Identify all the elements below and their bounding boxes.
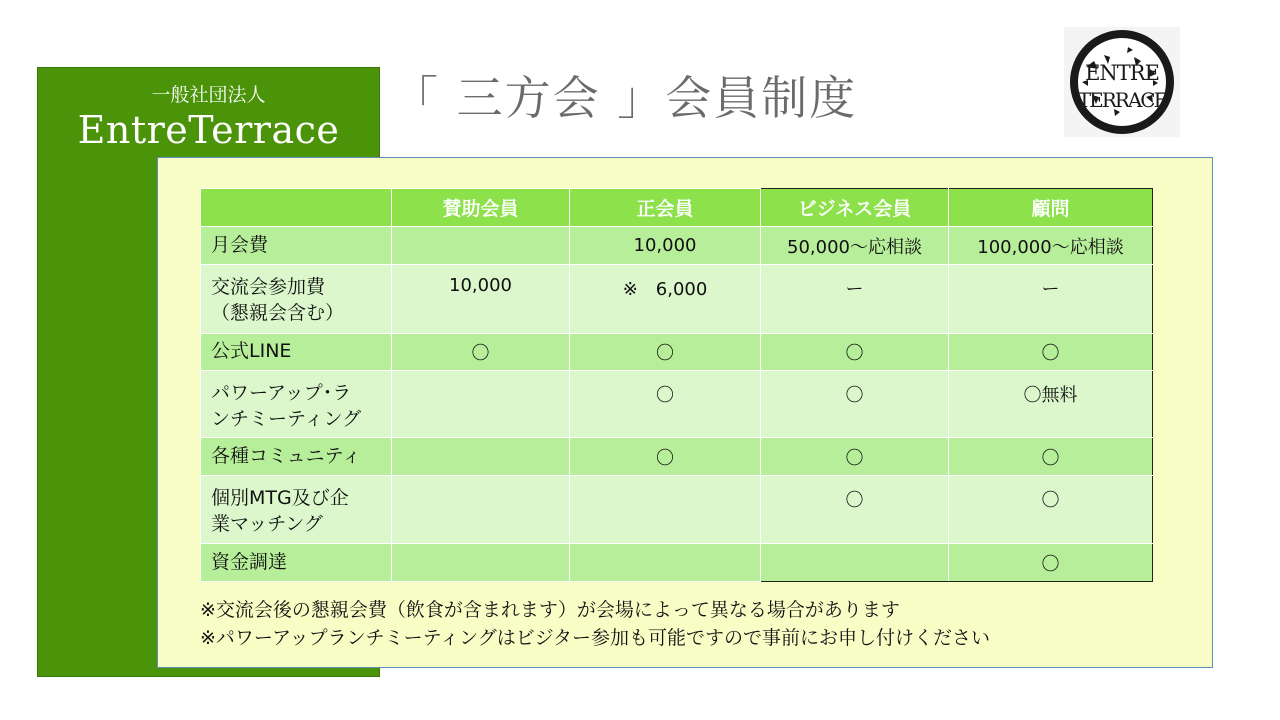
table-cell: 〇 bbox=[570, 438, 761, 476]
table-cell: 〇 bbox=[761, 334, 949, 371]
table-cell: 〇 bbox=[392, 334, 570, 371]
table-cell: 〇 bbox=[949, 476, 1153, 544]
header-blank-cell bbox=[201, 189, 392, 227]
footnote: ※パワーアップランチミーティングはビジター参加も可能ですので事前にお申し付けください bbox=[200, 627, 990, 649]
header-regular-member: 正会員 bbox=[570, 189, 761, 227]
table-row bbox=[201, 544, 1153, 582]
header-advisor: 顧問 bbox=[949, 189, 1153, 227]
table-cell bbox=[392, 227, 570, 265]
row-label: パワーアップ･ラ ンチミーティング bbox=[201, 371, 392, 438]
logo-text-top: ENTRE bbox=[1085, 61, 1159, 85]
table-cell bbox=[392, 438, 570, 476]
footnotes bbox=[200, 596, 990, 652]
table-row bbox=[201, 227, 1153, 265]
table-cell: 10,000 bbox=[392, 265, 570, 334]
row-label: 各種コミュニティ bbox=[201, 438, 392, 476]
table-cell bbox=[392, 544, 570, 582]
table-cell bbox=[570, 544, 761, 582]
table-cell bbox=[761, 544, 949, 582]
table-row bbox=[201, 371, 1153, 438]
footnote: ※交流会後の懇親会費（飲食が含まれます）が会場によって異なる場合があります bbox=[200, 599, 900, 621]
table-cell bbox=[392, 476, 570, 544]
table-cell: ー bbox=[949, 265, 1153, 334]
table-row bbox=[201, 476, 1153, 544]
table-cell: ー bbox=[761, 265, 949, 334]
logo-text-bottom: TERRACE bbox=[1077, 88, 1167, 112]
table-cell: 100,000～応相談 bbox=[949, 227, 1153, 265]
table-cell: 〇 bbox=[570, 334, 761, 371]
table-cell: 〇 bbox=[949, 544, 1153, 582]
header-business-member: ビジネス会員 bbox=[761, 189, 949, 227]
table-cell: 〇 bbox=[949, 334, 1153, 371]
table-header-row bbox=[201, 189, 1153, 227]
table-cell: 〇 bbox=[761, 438, 949, 476]
membership-table bbox=[200, 188, 1153, 582]
table-cell: ※ 6,000 bbox=[570, 265, 761, 334]
table-cell: 〇 bbox=[570, 371, 761, 438]
org-name: EntreTerrace bbox=[77, 108, 340, 152]
table-cell: 10,000 bbox=[570, 227, 761, 265]
table-cell bbox=[392, 371, 570, 438]
table-cell: 〇 bbox=[761, 371, 949, 438]
row-label: 交流会参加費 （懇親会含む） bbox=[201, 265, 392, 334]
table-row bbox=[201, 438, 1153, 476]
slide-title: 「 三方会 」会員制度 bbox=[392, 71, 858, 125]
org-sub-label: 一般社団法人 bbox=[151, 84, 266, 106]
table-row bbox=[201, 334, 1153, 371]
row-label: 個別MTG及び企 業マッチング bbox=[201, 476, 392, 544]
table-cell: 〇 bbox=[761, 476, 949, 544]
header-supporting-member: 賛助会員 bbox=[392, 189, 570, 227]
table-row bbox=[201, 265, 1153, 334]
row-label: 資金調達 bbox=[201, 544, 392, 582]
table-cell: 〇無料 bbox=[949, 371, 1153, 438]
table-cell: 50,000～応相談 bbox=[761, 227, 949, 265]
row-label: 公式LINE bbox=[201, 334, 392, 371]
row-label: 月会費 bbox=[201, 227, 392, 265]
entreterrace-seal-logo-icon bbox=[1064, 27, 1180, 137]
table-cell bbox=[570, 476, 761, 544]
table-cell: 〇 bbox=[949, 438, 1153, 476]
